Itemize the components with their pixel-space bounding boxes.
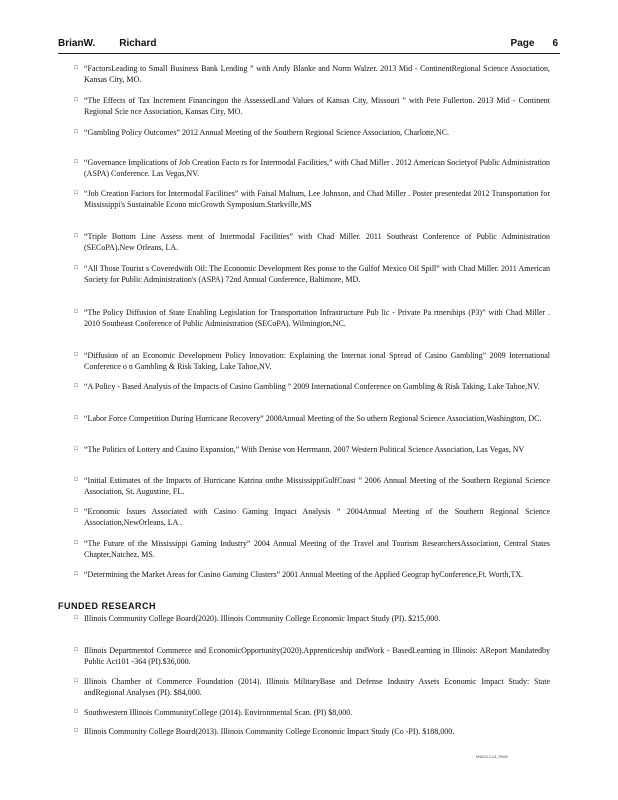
funded-research-entry <box>74 726 550 737</box>
bullet-icon: □ <box>74 615 78 621</box>
presentation-entry <box>74 188 550 210</box>
presentation-entry <box>74 475 550 497</box>
entry-text: “Labor Force Competition During Hurricane Recovery” 2008Annual Meeting of the So uthern Regional Science Association,Washington, DC. <box>84 414 542 423</box>
bullet-icon: □ <box>74 129 78 135</box>
entry-text: “Triple Bottom Line Assess ment of Intermodal Facilities” with Chad Miller. 2011 Southeast Conference of Public Administration (SECoPA).New Orleans, LA. <box>84 232 550 252</box>
entry-text: “Initial Estimates of the Impacts of Hurricane Katrina onthe MississippiGulfCoast ” 2006 Annual Meeting of the Southern Regional Science Association, St. Augustine, FL. <box>84 476 550 496</box>
page-indicator <box>511 38 558 49</box>
author-first-name: BrianW. <box>58 38 96 49</box>
entry-text: Illinois Chamber of Commerce Foundation (2014). Illinois MilitaryBase and Defense Industry Assets Economic Impact Study: State andRegional Analyses (PI). $84,000. <box>84 677 550 697</box>
entry-text: “Determining the Market Areas for Casino Gaming Clusters” 2001 Annual Meeting of the Applied Geograp hyConference,Ft. Worth,TX. <box>84 570 524 579</box>
author-name <box>58 38 156 49</box>
bullet-icon: □ <box>74 97 78 103</box>
presentation-entry <box>74 263 550 285</box>
bullet-icon: □ <box>74 65 78 71</box>
presentation-entry <box>74 444 550 455</box>
bullet-icon: □ <box>74 477 78 483</box>
presentation-entry <box>74 413 550 424</box>
bullet-icon: □ <box>74 647 78 653</box>
bullet-icon: □ <box>74 540 78 546</box>
presentation-entry <box>74 307 550 329</box>
bullet-icon: □ <box>74 446 78 452</box>
entry-text: “Economic Issues Associated with Casino Gaming Impact Analysis ” 2004Annual Meeting of the Southern Regional Science Association,NewOrleans, LA . <box>84 507 550 527</box>
entry-text: Illinois Community College Board(2020). Illinois Community College Economic Impact Study (PI). $215,000. <box>84 614 441 623</box>
presentation-entry <box>74 350 550 372</box>
section-heading-funded-research: FUNDED RESEARCH <box>58 601 157 611</box>
presentation-entry <box>74 506 550 528</box>
bullet-icon: □ <box>74 678 78 684</box>
entry-text: “FactorsLeading to Small Business Bank Lending ” with Andy Blanke and Norm Walzer. 2013 Mid - ContinentRegional Science Association, Kansas City, MO. <box>84 64 550 84</box>
presentation-entry <box>74 95 550 117</box>
presentation-entry <box>74 63 550 85</box>
page-label: Page <box>510 38 535 49</box>
entry-text: “The Effects of Tax Increment Financingon the AssessedLand Values of Kansas City, Missouri ” with Pete Fullerton. 2013 Mid - Continent Regional Scie nce Association, Kansas City, MO. <box>84 96 550 116</box>
presentation-entry <box>74 157 550 179</box>
funded-research-entry <box>74 676 550 698</box>
funded-research-entry <box>74 645 550 667</box>
bullet-icon: □ <box>74 265 78 271</box>
footer-code: MWG13.15_R853 <box>476 754 509 759</box>
funded-research-entry <box>74 613 550 624</box>
entry-text: “Diffusion of an Economic Development Policy Innovation: Explaining the Internat ional Spread of Casino Gambling” 2009 International Conference o n Gambling & Risk Taking, Lake Tahoe,NV. <box>84 351 550 371</box>
entry-text: “A Policy - Based Analysis of the Impacts of Casino Gambling ” 2009 International Conference on Gambling & Risk Taking, Lake Tahoe,NV. <box>84 382 540 391</box>
entry-text: “The Policy Diffusion of State Enabling Legislation for Transportation Infrastructure Pub lic - Private Pa rtnerships (P3)” with Chad Miller . 2010 Southeast Conference of Public Administration (SECoPA). Wilmington,NC. <box>84 308 550 328</box>
bullet-icon: □ <box>74 508 78 514</box>
entry-text: “Gambling Policy Outcomes” 2012 Annual Meeting of the Southern Regional Science Association, Charlotte,NC. <box>84 128 450 137</box>
presentation-entry <box>74 381 550 392</box>
presentation-entry <box>74 127 550 138</box>
bullet-icon: □ <box>74 233 78 239</box>
entry-text: “The Future of the Mississippi Gaming Industry” 2004 Annual Meeting of the Travel and Tourism ResearchersAssociation, Central States Chapter,Natchez, MS. <box>84 539 550 559</box>
bullet-icon: □ <box>74 383 78 389</box>
entry-text: “All Those Tourist s Coveredwith Oil: The Economic Development Res ponse to the Gulfof Mexico Oil Spill” with Chad Miller. 2011 American Society for Public Administration's (ASPA) 72nd Annual Conference, Baltimore, MD. <box>84 264 550 284</box>
presentation-entry <box>74 569 550 580</box>
author-last-name: Richard <box>119 38 157 49</box>
presentation-entry <box>74 538 550 560</box>
entry-text: Illinois Departmentof Commerce and EconomicOpportunity(2020).Apprenticeship andWork - BasedLearning in Illinois: AReport Mandatedby Public Act101 -364 (PI).$36,000. <box>84 646 550 666</box>
entry-text: “Job Creation Factors for Intermodal Facilities” with Faisal Maltum, Lee Johnson, and Chad Miller . Poster presentedat 2012 Transportation for Mississippi's Sustainable Econo micGrowth Symposium.Starkville,MS <box>84 189 550 209</box>
funded-research-entry <box>74 707 550 718</box>
bullet-icon: □ <box>74 352 78 358</box>
bullet-icon: □ <box>74 709 78 715</box>
presentation-entry <box>74 231 550 253</box>
entry-text: “The Politics of Lottery and Casino Expansion,” With Denise von Herrmann. 2007 Western Political Science Association, Las Vegas, NV <box>84 445 525 454</box>
entry-text: Illinois Community College Board(2013). Illinois Community College Economic Impact Study (Co -PI). $188,000. <box>84 727 455 736</box>
bullet-icon: □ <box>74 415 78 421</box>
entry-text: Southwestern Illinois CommunityCollege (2014). Environmental Scan. (PI) $8,000. <box>84 708 353 717</box>
page-header <box>58 37 560 54</box>
bullet-icon: □ <box>74 309 78 315</box>
bullet-icon: □ <box>74 190 78 196</box>
entry-text: “Governance Implications of Job Creation Facto rs for Intermodal Facilities,” with Chad Miller . 2012 American Societyof Public Administration (ASPA) Conference. Las Vegas,NV. <box>84 158 550 178</box>
bullet-icon: □ <box>74 728 78 734</box>
bullet-icon: □ <box>74 571 78 577</box>
page-number: 6 <box>552 38 558 49</box>
bullet-icon: □ <box>74 159 78 165</box>
